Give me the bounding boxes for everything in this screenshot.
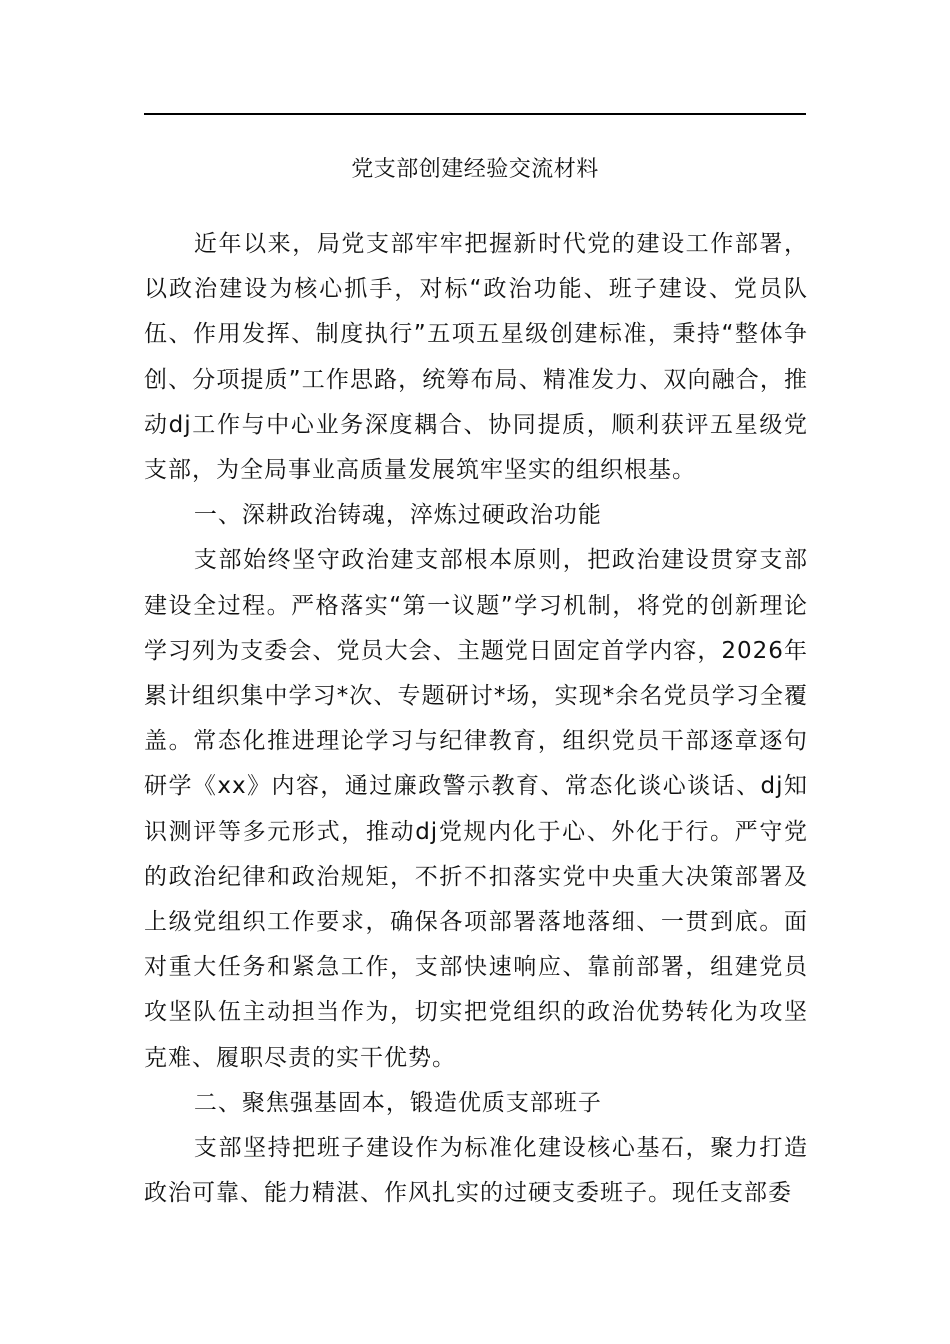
section-1-paragraph: 支部始终坚守政治建支部根本原则，把政治建设贯穿支部建设全过程。严格落实“第一议题”学习机制，将党的创新理论学习列为支委会、党员大会、主题党日固定首学内容，2026年累计组织集中学习*次、专题研讨*场，实现*余名党员学习全覆盖。常态化推进理论学习与纪律教育，组织党员干部逐章逐句研学《xx》内容，通过廉政警示教育、常态化谈心谈话、dj知识测评等多元形式，推动dj党规内化于心、外化于行。严守党的政治纪律和政治规矩，不折不扣落实党中央重大决策部署及上级党组织工作要求，确保各项部署落地落细、一贯到底。面对重大任务和紧急工作，支部快速响应、靠前部署，组建党员攻坚队伍主动担当作为，切实把党组织的政治优势转化为攻坚克难、履职尽责的实干优势。 <box>144 547 808 1071</box>
intro-paragraph: 近年以来，局党支部牢牢把握新时代党的建设工作部署，以政治建设为核心抓手，对标“政治功能、班子建设、党员队伍、作用发挥、制度执行”五项五星级创建标准，秉持“整体争创、分项提质”工作思路，统筹布局、精准发力、双向融合，推动dj工作与中心业务深度耦合、协同提质，顺利获评五星级党支部，为全局事业高质量发展筑牢坚实的组织根基。 <box>144 231 808 484</box>
document-body <box>144 222 808 1216</box>
section-heading-2: 二、聚焦强基固本，锻造优质支部班子 <box>193 1089 602 1116</box>
document-title: 党支部创建经验交流材料 <box>351 157 599 182</box>
section-heading-1: 一、深耕政治铸魂，淬炼过硬政治功能 <box>193 502 602 529</box>
section-2-paragraph: 支部坚持把班子建设作为标准化建设核心基石，聚力打造政治可靠、能力精湛、作风扎实的过硬支委班子。现任支部委 <box>144 1135 808 1207</box>
header-rule <box>144 113 806 115</box>
